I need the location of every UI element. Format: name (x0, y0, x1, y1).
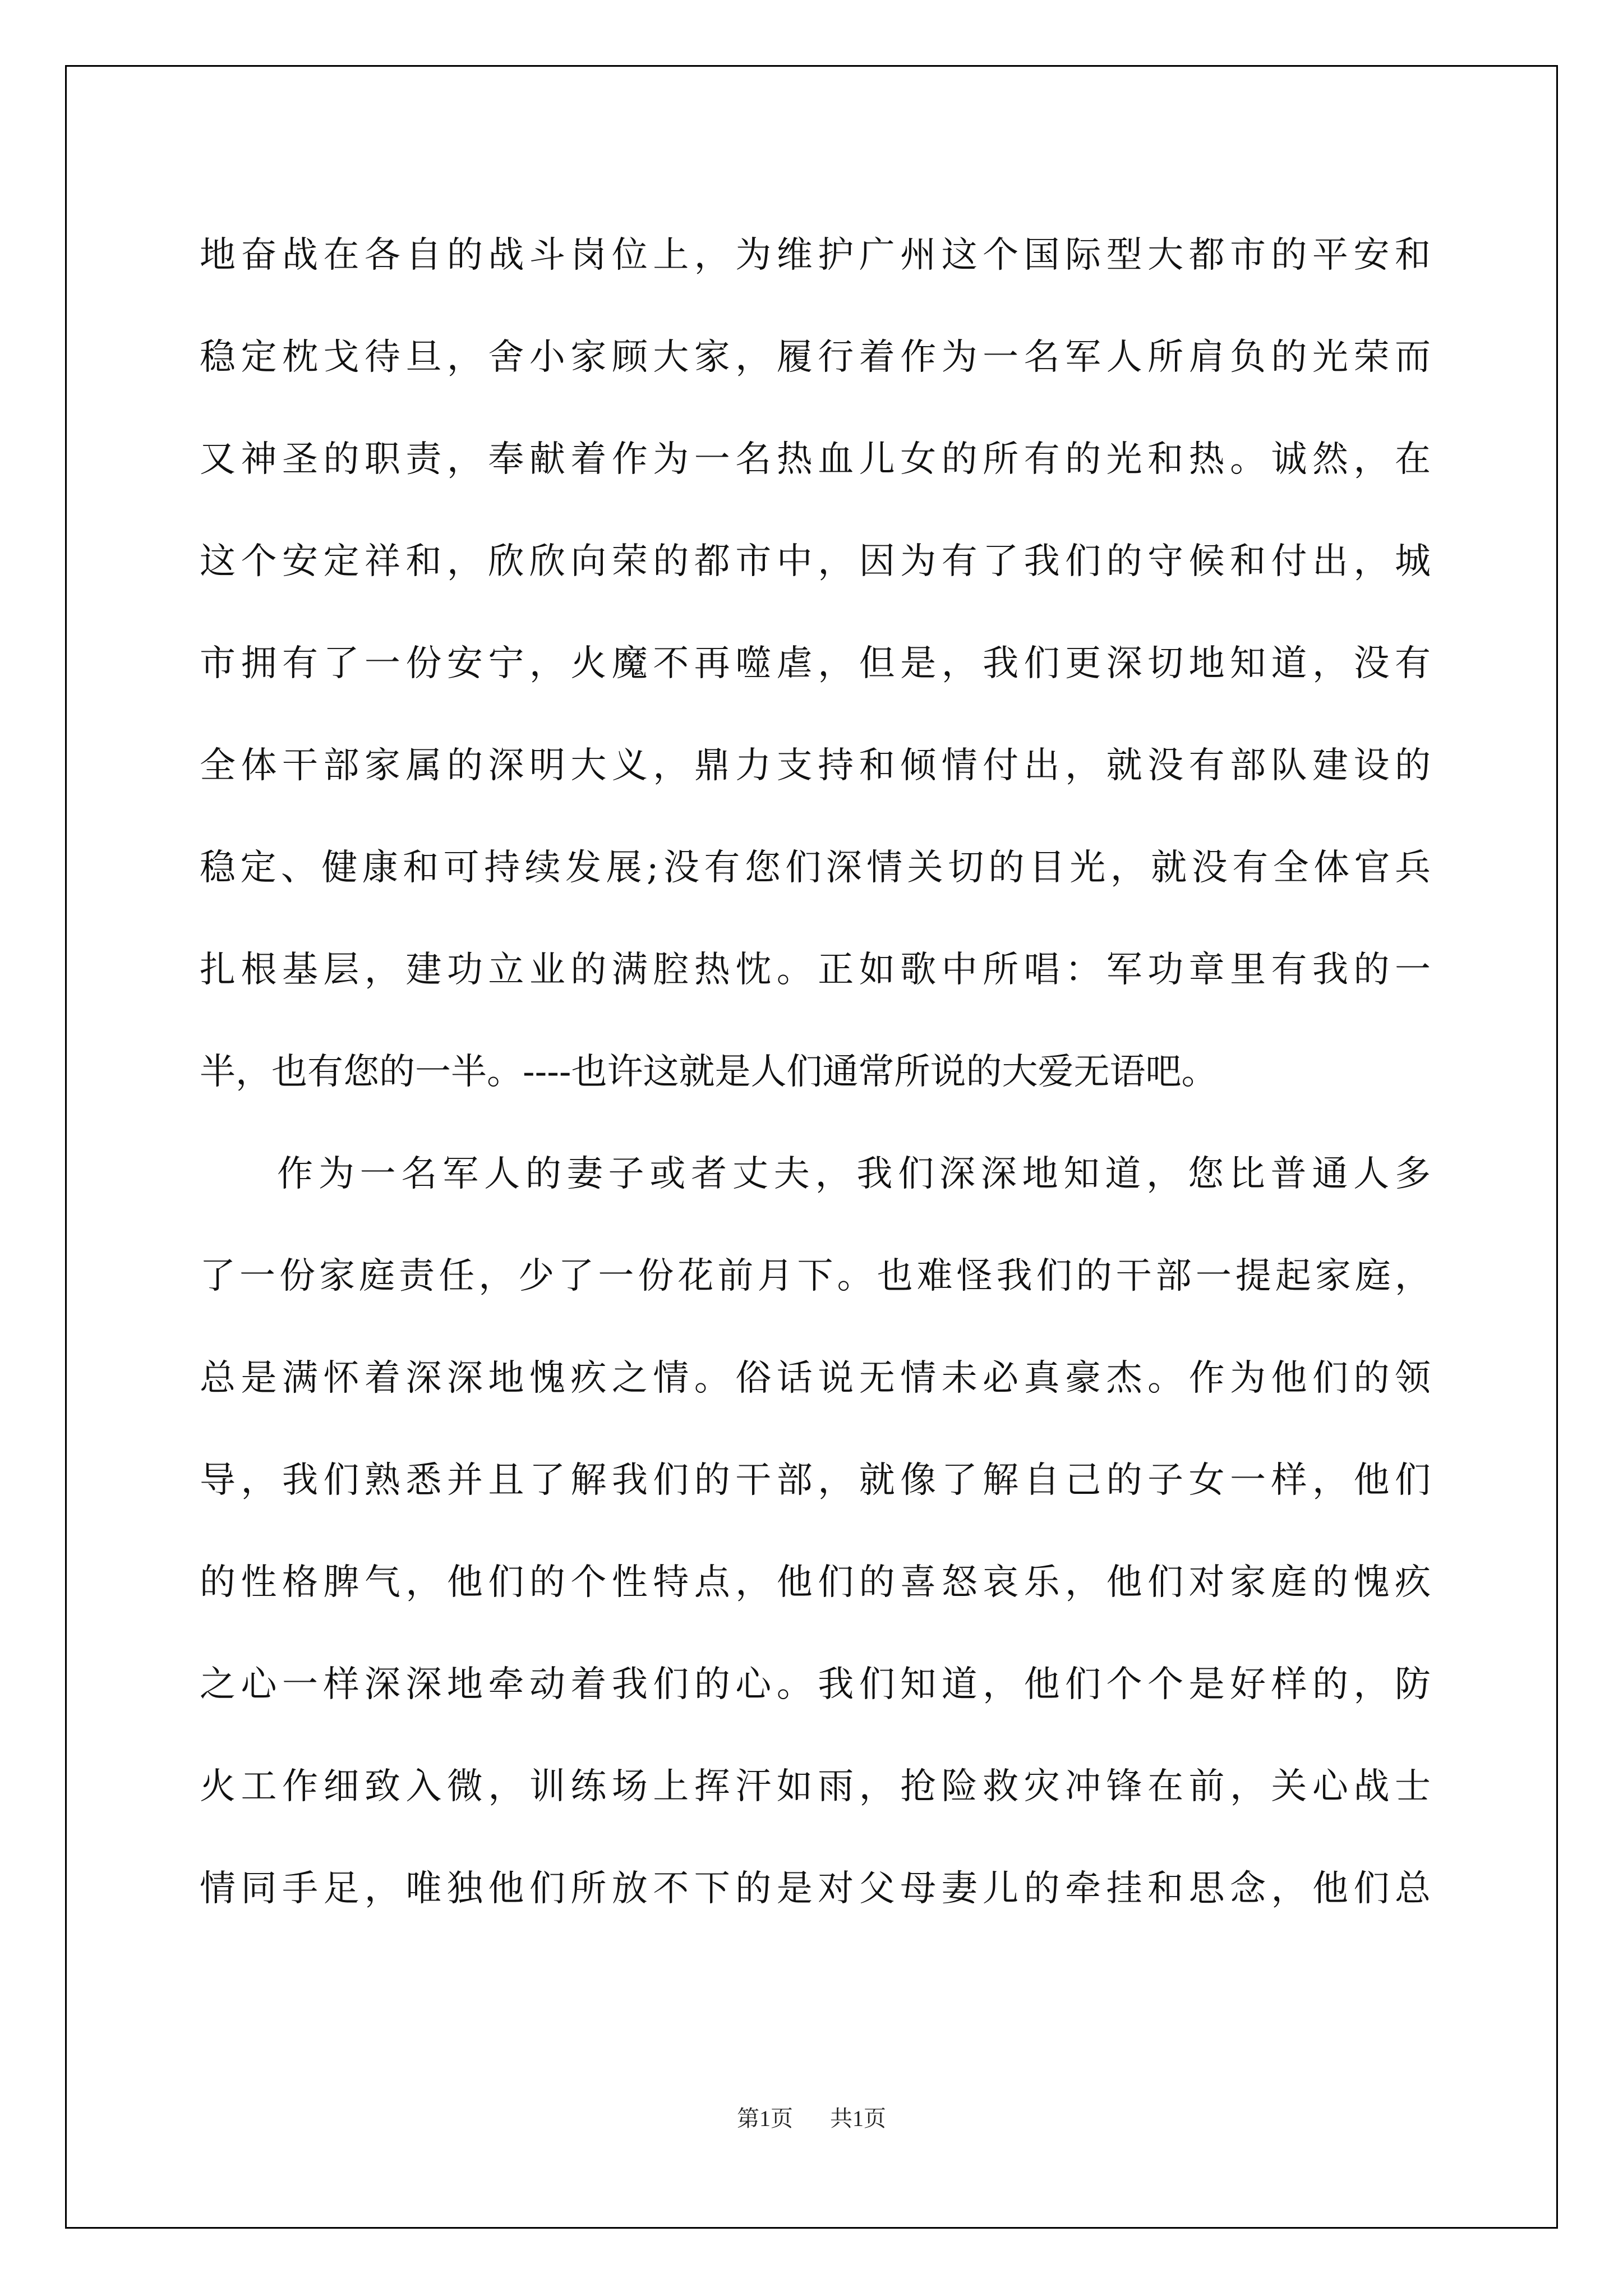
text-line: 总是满怀着深深地愧疚之情。俗话说无情未必真豪杰。作为他们的领 (200, 1358, 1431, 1399)
text-line: 稳定枕戈待旦，舍小家顾大家，履行着作为一名军人所肩负的光荣而 (200, 337, 1431, 378)
text-line: 又神圣的职责，奉献着作为一名热血儿女的所有的光和热。诚然，在 (200, 439, 1431, 480)
text-line: 之心一样深深地牵动着我们的心。我们知道，他们个个是好样的，防 (200, 1664, 1431, 1705)
page-number: 第1页 (737, 2106, 793, 2131)
text-line: 的性格脾气，他们的个性特点，他们的喜怒哀乐，他们对家庭的愧疚 (200, 1562, 1431, 1603)
page-total: 共1页 (830, 2106, 886, 2131)
paragraph-first-line: 作为一名军人的妻子或者丈夫，我们深深地知道，您比普通人多 (277, 1153, 1431, 1195)
text-line: 导，我们熟悉并且了解我们的干部，就像了解自己的子女一样，他们 (200, 1460, 1431, 1501)
text-line: 地奋战在各自的战斗岗位上，为维护广州这个国际型大都市的平安和 (200, 234, 1431, 276)
text-line: 这个安定祥和，欣欣向荣的都市中，因为有了我们的守候和付出，城 (200, 541, 1431, 582)
text-line: 情同手足，唯独他们所放不下的是对父母妻儿的牵挂和思念，他们总 (200, 1868, 1431, 1910)
text-line: 全体干部家属的深明大义，鼎力支持和倾情付出，就没有部队建设的 (200, 745, 1431, 786)
page-footer (0, 2101, 1623, 2133)
text-line: 扎根基层，建功立业的满腔热忱。正如歌中所唱：军功章里有我的一 (200, 949, 1431, 991)
text-line: 市拥有了一份安宁，火魔不再噬虐，但是，我们更深切地知道，没有 (200, 643, 1431, 684)
text-line: 稳定、健康和可持续发展;没有您们深情关切的目光，就没有全体官兵 (200, 847, 1431, 889)
text-line: 半，也有您的一半。----也许这就是人们通常所说的大爱无语吧。 (200, 1051, 1218, 1093)
text-line: 火工作细致入微，训练场上挥汗如雨，抢险救灾冲锋在前，关心战士 (200, 1766, 1431, 1807)
text-line: 了一份家庭责任，少了一份花前月下。也难怪我们的干部一提起家庭， (200, 1255, 1431, 1297)
document-body (200, 204, 1431, 1940)
